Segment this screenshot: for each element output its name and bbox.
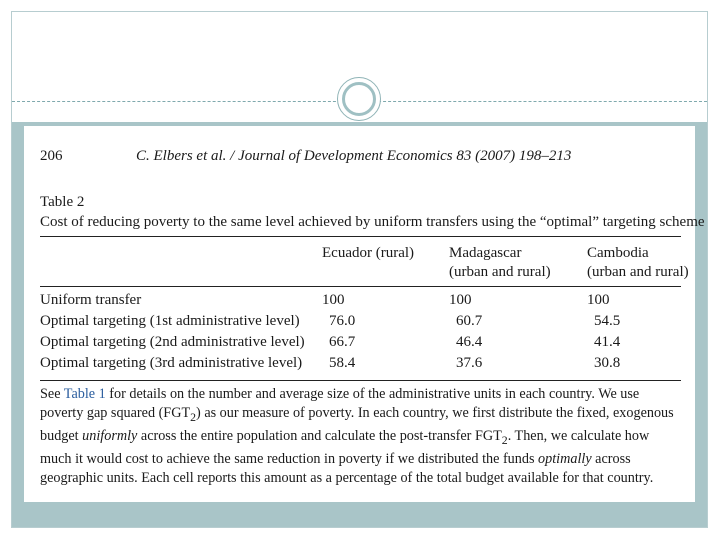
cell-value: 58.4 xyxy=(329,355,356,371)
table-top-rule xyxy=(40,236,681,237)
cell-value: 76.0 xyxy=(329,313,356,329)
cell-value: 100 xyxy=(449,292,472,308)
cell-value: 46.4 xyxy=(456,334,483,350)
table-header-rule xyxy=(40,286,681,287)
row-label: Optimal targeting (2nd administrative level) xyxy=(40,334,305,350)
decorative-circle-inner xyxy=(342,82,376,116)
cell-value: 54.5 xyxy=(594,313,621,329)
note-text: for details on the number and average size of the administrative units in each country. We use poverty gap squared (FGT xyxy=(40,386,640,421)
journal-reference: C. Elbers et al. / Journal of Development Economics 83 (2007) 198–213 xyxy=(136,148,572,164)
content-right-bar xyxy=(695,124,707,502)
column-header-line: Madagascar xyxy=(449,245,522,261)
note-text: ) as our measure of poverty. In each country, we first distribute the fixed, exogenous budget xyxy=(40,405,674,444)
column-header-line: (urban and rural) xyxy=(587,264,689,280)
cell-value: 60.7 xyxy=(456,313,483,329)
note-emphasis: optimally xyxy=(538,450,592,467)
note-emphasis: uniformly xyxy=(82,427,138,444)
column-header-madagascar xyxy=(449,244,551,282)
note-text: . Then, we calculate how much it would cost to achieve the same reduction in poverty if we distributed the funds xyxy=(40,427,650,467)
column-header-line: Ecuador (rural) xyxy=(322,245,415,261)
table-note xyxy=(40,385,684,488)
column-header-line: Cambodia xyxy=(587,245,649,261)
note-text: See xyxy=(40,386,64,402)
table-1-link[interactable]: Table 1 xyxy=(63,386,106,402)
cell-value: 30.8 xyxy=(594,355,621,371)
column-header-cambodia xyxy=(587,244,689,282)
table-bottom-rule xyxy=(40,380,681,381)
column-header-line: (urban and rural) xyxy=(449,264,551,280)
note-text: across geographic units. Each cell reports this amount as a percentage of the total budget available for that country. xyxy=(40,450,654,486)
note-text: across the entire population and calculate the post-transfer FGT xyxy=(137,427,502,444)
note-subscript: 2 xyxy=(190,409,197,424)
cell-value: 37.6 xyxy=(456,355,483,371)
row-label: Optimal targeting (1st administrative level) xyxy=(40,313,300,329)
column-header-ecuador xyxy=(322,244,414,263)
footer-band xyxy=(12,502,707,527)
cell-value: 100 xyxy=(587,292,610,308)
row-label: Optimal targeting (3rd administrative level) xyxy=(40,355,303,371)
note-subscript: 2 xyxy=(501,432,508,447)
cell-value: 100 xyxy=(322,292,345,308)
content-left-bar xyxy=(12,124,24,502)
cell-value: 41.4 xyxy=(594,334,621,350)
cell-value: 66.7 xyxy=(329,334,356,350)
table-label: Table 2 xyxy=(40,194,85,210)
row-label: Uniform transfer xyxy=(40,292,142,308)
table-caption: Cost of reducing poverty to the same level achieved by uniform transfers using the “optimal” targeting scheme xyxy=(40,214,705,230)
page-number: 206 xyxy=(40,148,63,164)
